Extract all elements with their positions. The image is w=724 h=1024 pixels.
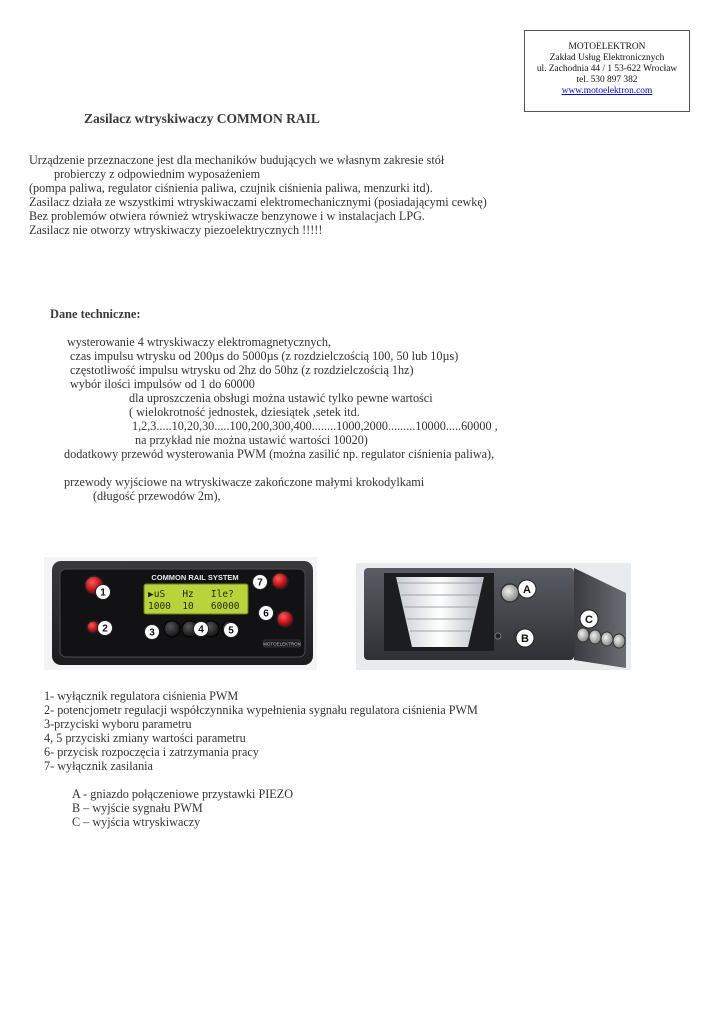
legend-line-5: 6- przycisk rozpoczęcia i zatrzymania pracy bbox=[44, 745, 259, 759]
tech-heading: Dane techniczne: bbox=[50, 307, 141, 321]
injector-output-2 bbox=[589, 630, 601, 644]
piezo-connector bbox=[501, 584, 519, 602]
label-5: 5 bbox=[228, 625, 234, 637]
legend-line-6: 7- wyłącznik zasilania bbox=[44, 759, 153, 773]
label-b: B bbox=[521, 633, 529, 645]
label-a: A bbox=[523, 584, 531, 596]
company-address: ul. Zachodnia 44 / 1 53-622 Wrocław bbox=[536, 64, 678, 75]
company-subtitle: Zakład Usług Elektronicznych bbox=[549, 53, 665, 64]
legend-line-1: 1- wyłącznik regulatora ciśnienia PWM bbox=[44, 689, 239, 703]
device-brand: COMMON RAIL SYSTEM bbox=[151, 573, 239, 582]
start-stop-button bbox=[277, 611, 293, 627]
maker-plate: MOTOELEKTRON bbox=[263, 641, 301, 647]
intro-line-6: Zasilacz nie otworzy wtryskiwaczy piezoelektrycznych !!!!! bbox=[29, 223, 323, 237]
injector-output-4 bbox=[613, 634, 625, 648]
intro-line-5: Bez problemów otwiera również wtryskiwacze benzynowe i w instalacjach LPG. bbox=[29, 209, 425, 223]
tech-line-11: (długość przewodów 2m), bbox=[93, 489, 221, 503]
tech-line-10: przewody wyjściowe na wtryskiwacze zakończone małymi krokodylkami bbox=[64, 475, 425, 489]
power-switch-button bbox=[272, 573, 288, 589]
connector-line-c: C – wyjścia wtryskiwaczy bbox=[72, 815, 201, 829]
company-name: MOTOELEKTRON bbox=[568, 42, 646, 52]
legend-line-4: 4, 5 przyciski zmiany wartości parametru bbox=[44, 731, 246, 745]
tech-line-8: na przykład nie można ustawić wartości 10020) bbox=[135, 433, 368, 447]
label-2: 2 bbox=[102, 623, 108, 635]
label-3: 3 bbox=[149, 627, 155, 639]
connector-line-b: B – wyjście sygnału PWM bbox=[72, 801, 203, 815]
injector-output-1 bbox=[577, 628, 589, 642]
injector-output-3 bbox=[601, 632, 613, 646]
label-4: 4 bbox=[198, 624, 204, 636]
company-website-link[interactable]: www.motoelektron.com bbox=[561, 86, 653, 97]
param-select-button-left bbox=[164, 621, 180, 637]
device-front-photo bbox=[44, 557, 317, 670]
device-back-photo bbox=[356, 563, 631, 670]
intro-line-2: probierczy z odpowiednim wyposażeniem bbox=[54, 167, 261, 181]
tech-line-5: dla uproszczenia obsługi można ustawić tylko pewne wartości bbox=[129, 391, 433, 405]
intro-line-4: Zasilacz działa ze wszystkimi wtryskiwaczami elektromechanicznymi (posiadającymi cewkę) bbox=[29, 195, 487, 209]
tech-line-9: dodatkowy przewód wysterowania PWM (można zasilić np. regulator ciśnienia paliwa), bbox=[64, 447, 495, 461]
company-box bbox=[524, 30, 690, 112]
tech-line-4: wybór ilości impulsów od 1 do 60000 bbox=[70, 377, 255, 391]
connector-line-a: A - gniazdo połączeniowe przystawki PIEZO bbox=[72, 787, 293, 801]
label-6: 6 bbox=[263, 608, 269, 620]
tech-line-7: 1,2,3.....10,20,30.....100,200,300,400........1000,2000.........10000.....60000 , bbox=[132, 419, 498, 433]
intro-line-1: Urządzenie przeznaczone jest dla mechaników budujących we własnym zakresie stół bbox=[29, 153, 445, 167]
intro-line-3: (pompa paliwa, regulator ciśnienia paliwa, czujnik ciśnienia paliwa, menzurki itd). bbox=[29, 181, 433, 195]
tech-line-3: częstotliwość impulsu wtrysku od 2hz do 50hz (z rozdzielczością 1hz) bbox=[70, 363, 414, 377]
lcd-line-1: ▶uS Hz Ile? bbox=[148, 589, 234, 600]
company-phone: tel. 530 897 382 bbox=[576, 75, 638, 86]
tech-line-1: wysterowanie 4 wtryskiwaczy elektromagnetycznych, bbox=[67, 335, 331, 349]
legend-line-2: 2- potencjometr regulacji współczynnika wypełnienia sygnału regulatora ciśnienia PWM bbox=[44, 703, 478, 717]
label-c: C bbox=[585, 614, 593, 626]
label-1: 1 bbox=[100, 587, 106, 599]
label-7: 7 bbox=[257, 577, 263, 589]
tech-line-6: ( wielokrotność jednostek, dziesiątek ,setek itd. bbox=[129, 405, 360, 419]
lcd-line-2: 1000 10 60000 bbox=[148, 601, 240, 612]
tech-line-2: czas impulsu wtrysku od 200µs do 5000µs (z rozdzielczością 100, 50 lub 10µs) bbox=[70, 349, 459, 363]
legend-line-3: 3-przyciski wyboru parametru bbox=[44, 717, 192, 731]
document-title: Zasilacz wtryskiwaczy COMMON RAIL bbox=[84, 111, 320, 126]
